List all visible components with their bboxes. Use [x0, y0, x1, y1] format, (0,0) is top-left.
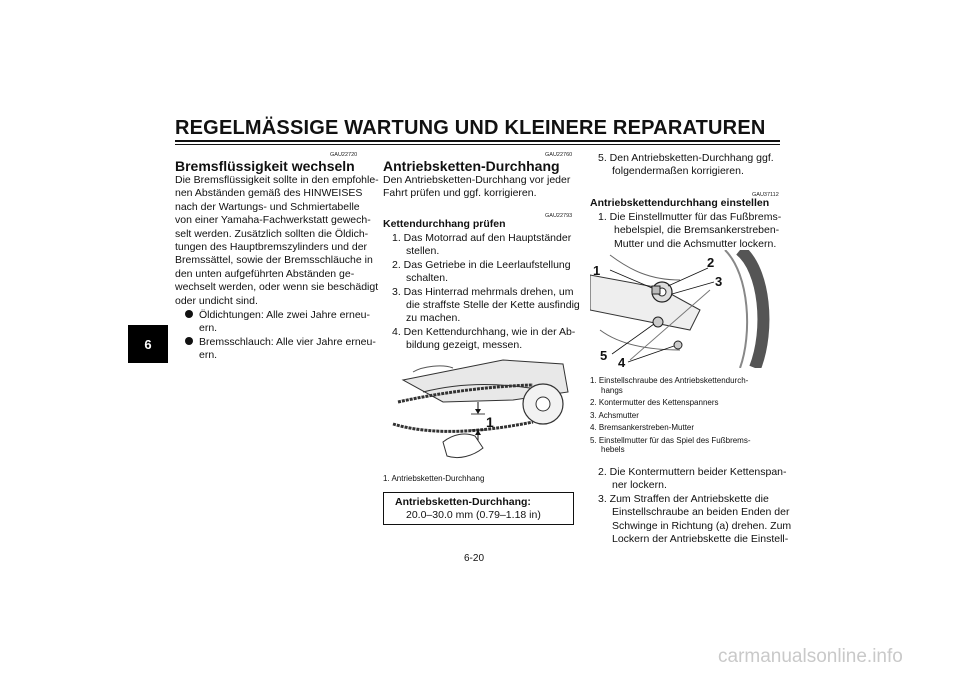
- bullet-dot-icon: [185, 310, 193, 318]
- subheading-adjust-slack: Antriebskettendurchhang einstellen: [590, 197, 770, 209]
- step-5: 5. Den Antriebsketten-Durchhang ggf. folgendermaßen korrigieren.: [598, 152, 774, 178]
- figure-label-2: 2: [707, 255, 715, 270]
- bullet-item: Bremsschlauch: Alle vier Jahre erneu- ern.: [185, 336, 376, 363]
- figure-label-5: 5: [600, 348, 608, 363]
- figure-label-1: 1: [593, 263, 601, 278]
- bullet-item: Öldichtungen: Alle zwei Jahre erneu- ern.: [185, 309, 370, 336]
- figure-caption: 1. Antriebsketten-Durchhang: [383, 474, 485, 483]
- section-code: GAU22760: [545, 152, 573, 158]
- adjuster-caption-list: 1. Einstellschraube des Antriebskettendurch- hangs 2. Kontermutter des Kettenspanners 3. Achsmutter 4. Bremsankerstreben-Mutter 5. Einstellmutter für das Spiel des Fußbrems- hebels: [590, 376, 751, 454]
- section-code: GAU22793: [545, 213, 573, 219]
- figure-label-3: 3: [715, 274, 723, 289]
- page-header-title: REGELMÄSSIGE WARTUNG UND KLEINERE REPARATUREN: [175, 117, 766, 139]
- section-heading-brake-fluid: Bremsflüssigkeit wechseln: [175, 158, 355, 174]
- bullet-dot-icon: [185, 337, 193, 345]
- section-heading-chain-slack: Antriebsketten-Durchhang: [383, 158, 560, 174]
- watermark: carmanualsonline.info: [718, 646, 903, 667]
- figure-label-4: 4: [618, 355, 626, 368]
- chapter-tab: 6: [128, 325, 168, 363]
- figure-label: 1: [486, 414, 494, 430]
- adjust-step-1: 1. Die Einstellmutter für das Fußbrems- hebelspiel, die Bremsankerstreben- Mutter und die Achsmutter lockern.: [598, 211, 782, 250]
- chain-adjuster-figure: [590, 250, 780, 368]
- spec-label: Antriebsketten-Durchhang:: [395, 496, 531, 508]
- chain-slack-intro: Den Antriebsketten-Durchhang vor jeder Fahrt prüfen und ggf. korrigieren.: [383, 174, 571, 200]
- spec-value: 20.0–30.0 mm (0.79–1.18 in): [406, 509, 541, 521]
- adjust-steps-2-3: 2. Die Kontermuttern beider Kettenspan- ner lockern. 3. Zum Straffen der Antriebskette die Einstellschraube an beiden Enden der Schwinge in Richtung (a) drehen. Zum Lockern der Antriebskette die Einstell-: [598, 466, 792, 546]
- brake-fluid-body: Die Bremsflüssigkeit sollte in den empfohle- nen Abständen gemäß des HINWEISES nach der Wartungs- und Schmiertabelle von einer Yamaha-Fachwerkstatt gewech- selt werden. Zusätzlich sollten die Öldich- tungen des Hauptbremszylinders und der Bremssättel, sowie der Bremsschläuche in den unten aufgeführten Abständen ge- wechselt werden, oder wenn sie beschädigt oder undicht sind.: [175, 174, 379, 307]
- section-code: GAU37112: [752, 192, 779, 198]
- subheading-check-slack: Kettendurchhang prüfen: [383, 218, 506, 230]
- check-steps-list: 1. Das Motorrad auf den Hauptständer stellen. 2. Das Getriebe in die Leerlaufstellung schalten. 3. Das Hinterrad mehrmals drehen, um die straffste Stelle der Kette ausfindig zu machen. 4. Den Kettendurchhang, wie in der Ab- bildung gezeigt, messen.: [392, 232, 580, 352]
- header-rule-thin: [175, 144, 780, 145]
- section-code: GAU22720: [330, 152, 358, 158]
- page-number: 6-20: [464, 553, 485, 564]
- chain-slack-figure: [383, 352, 578, 470]
- header-rule-thick: [175, 140, 780, 142]
